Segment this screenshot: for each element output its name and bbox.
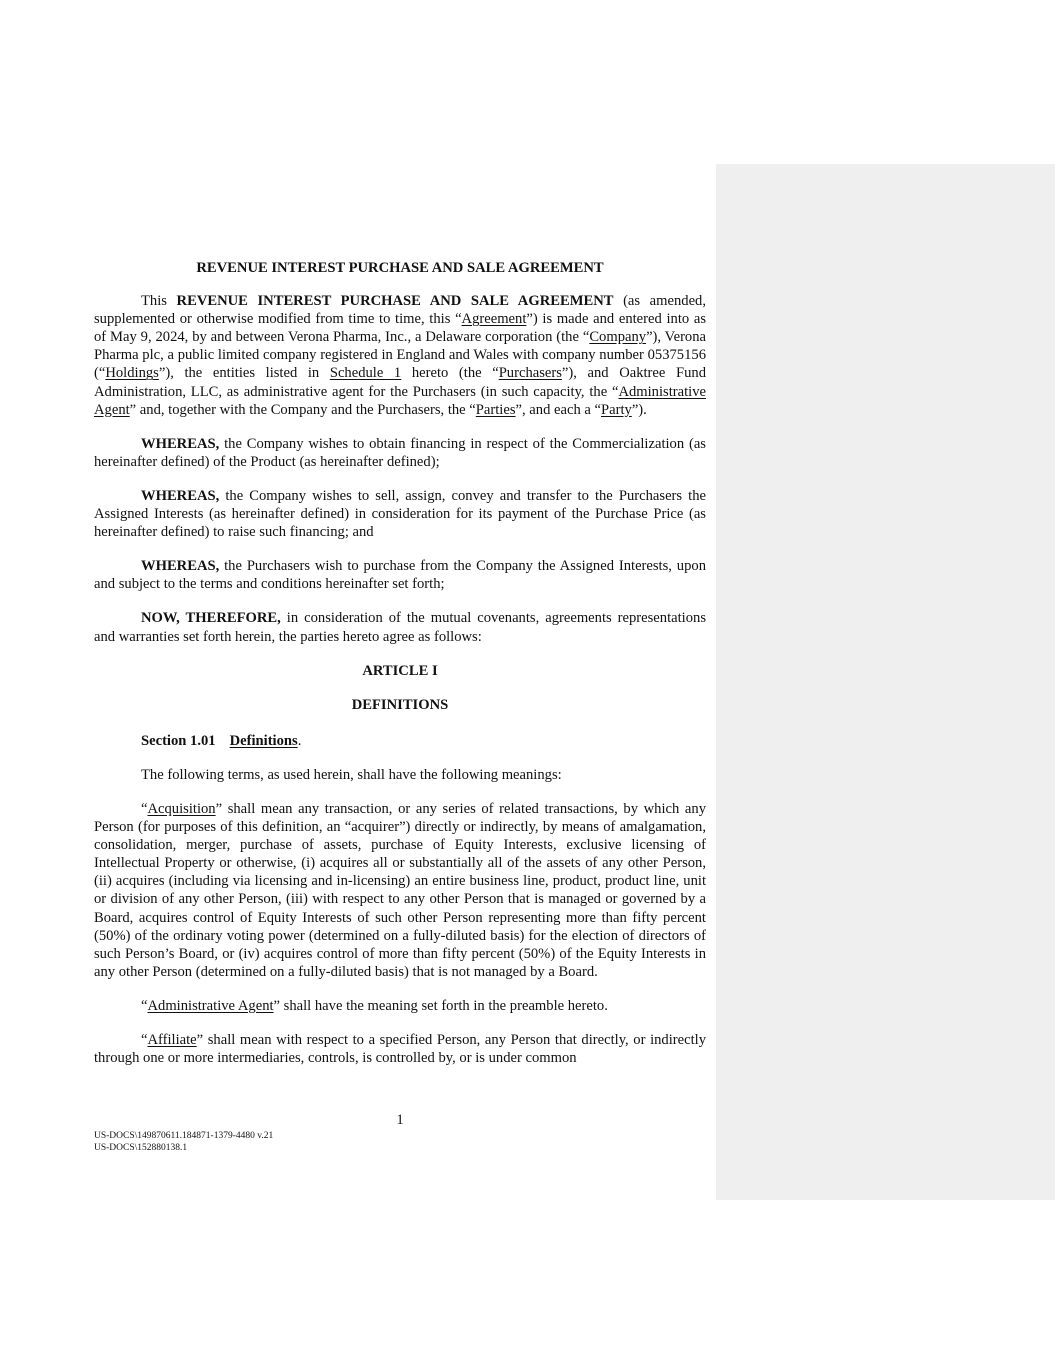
document-body (94, 259, 706, 1083)
page-number: 1 (396, 1112, 404, 1128)
document-title: REVENUE INTEREST PURCHASE AND SALE AGREEMENT (196, 260, 604, 276)
comment-margin-pane (716, 164, 1055, 1200)
whereas-clause-2: WHEREAS, the Company wishes to sell, assign, convey and transfer to the Purchasers the Assigned Interests (as hereinafter defined) in consideration for its payment of the Purchase Price (as hereinafter defined) to raise such financing; and (94, 487, 706, 541)
agreement-name: REVENUE INTEREST PURCHASE AND SALE AGREEMENT (176, 293, 614, 310)
document-id-2: US-DOCS\152880138.1 (94, 1142, 188, 1153)
now-therefore-clause: NOW, THEREFORE, in consideration of the mutual covenants, agreements representations and warranties set forth herein, the parties hereto agree as follows: (94, 610, 707, 645)
defined-term-party: Party (601, 401, 632, 418)
defined-term-administrative-agent-def: Administrative Agent (147, 997, 274, 1014)
document-id-1: US-DOCS\149870611.184871-1379-4480 v.21 (94, 1131, 274, 1141)
article-title: DEFINITIONS (351, 696, 449, 713)
article-label: ARTICLE I (362, 662, 438, 679)
defined-term-affiliate: Affiliate (147, 1032, 197, 1048)
whereas-clause-3: WHEREAS, the Purchasers wish to purchase from the Company the Assigned Interests, upon and subject to the terms and conditions hereinafter set forth; (94, 558, 706, 593)
definition-administrative-agent: “Administrative Agent” shall have the meaning set forth in the preamble hereto. (141, 997, 608, 1014)
defined-term-parties: Parties (475, 401, 516, 418)
schedule-reference: Schedule 1 (329, 365, 402, 382)
defined-term-company: Company (589, 329, 647, 346)
defined-term-acquisition: Acquisition (147, 800, 216, 817)
whereas-clause-1: WHEREAS, the Company wishes to obtain financing in respect of the Commercialization (as hereinafter defined) of the Product (as hereinafter defined); (94, 435, 706, 470)
definitions-intro: The following terms, as used herein, shall have the following meanings: (141, 766, 562, 783)
defined-term-purchasers: Purchasers (498, 365, 562, 382)
definition-acquisition: “Acquisition” shall mean any transaction, or any series of related transactions, by which any Person (for purposes of this definition, an “acquirer”) directly or indirectly, by means of amalgamation, consolidation, merger, purchase of assets, purchase of Equity Interests, exclusive licensing of Intellectual Property or otherwise, (i) acquires all or substantially all of the assets of any other Person, (ii) acquires (including via licensing and in-licensing) an entire business line, product, product line, unit or division of any other Person, (iii) with respect to any other Person that is managed or governed by a Board, acquires control of Equity Interests of such other Person representing more than fifty percent (50%) of the ordinary voting power (determined on a fully-diluted basis) for the election of directors of such Person’s Board, or (iv) acquires control of more than fifty percent (50%) of the Equity Interests in any other Person (determined on a fully-diluted basis) that is not managed by a Board. (94, 800, 706, 980)
defined-term-administrative-agent: Administrative Agent (94, 383, 706, 418)
definition-affiliate: “Affiliate” shall mean with respect to a specified Person, any Person that directly, or indirectly through one or more intermediaries, controls, is controlled by, or is under common (94, 1032, 706, 1067)
section-heading: Section 1.01 Definitions. (141, 732, 302, 749)
defined-term-agreement: Agreement (461, 311, 527, 328)
document-id-footer (94, 1131, 273, 1154)
section-title: Definitions (229, 732, 298, 749)
preamble-paragraph: This REVENUE INTEREST PURCHASE AND SALE AGREEMENT (as amended, supplemented or otherwise modified from time to time, this “Agreement”) is made and entered into as of May 9, 2024, by and between Verona Pharma, Inc., a Delaware corporation (the “Company”), Verona Pharma plc, a public limited company registered in England and Wales with company number 05375156 (“Holdings”), the entities listed in Schedule 1 hereto (the “Purchasers”), and Oaktree Fund Administration, LLC, as administrative agent for the Purchasers (in such capacity, the “Administrative Agent” and, together with the Company and the Purchasers, the “Parties”, and each a “Party”). (94, 293, 707, 418)
defined-term-holdings: Holdings (105, 365, 159, 382)
